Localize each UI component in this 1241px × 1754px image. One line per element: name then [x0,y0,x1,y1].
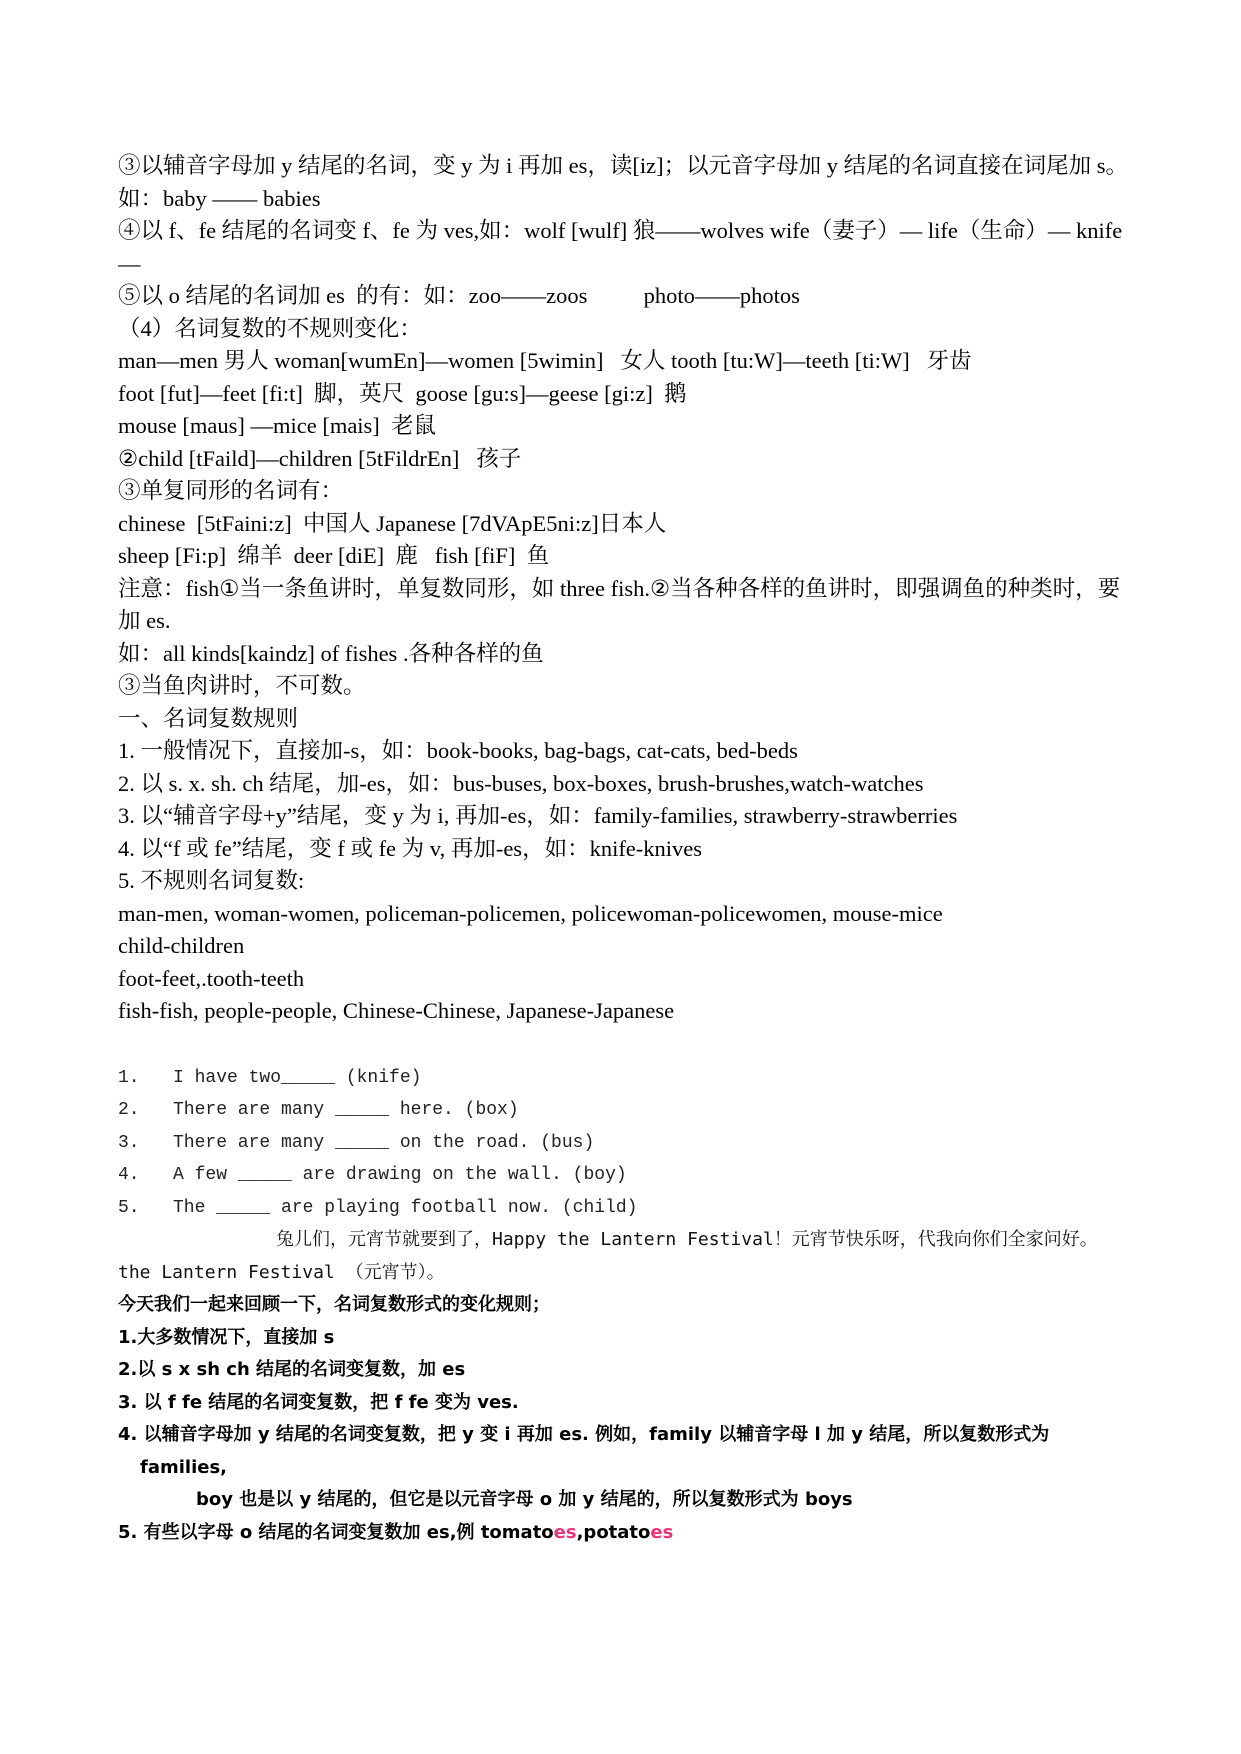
exercise-item [118,1127,1128,1160]
irregular-list-1: man-men, woman-women, policeman-policemen, policewoman-policewomen, mouse-mice [118,900,943,926]
exercise-text: A few _____ are drawing on the wall. (boy) [173,1165,627,1186]
highlight-es: es [553,1521,577,1543]
highlight-es: es [650,1521,674,1543]
irregular-foot-goose: foot [fut]—feet [fi:t] 脚，英尺 goose [gu:s]—geese [gi:z] 鹅 [118,380,687,406]
review-rule-2: 2.以 s x sh ch 结尾的名词变复数，加 es [118,1359,466,1380]
review-rule-1: 1.大多数情况下，直接加 s [118,1326,335,1348]
irregular-mouse: mouse [maus] —mice [mais] 老鼠 [118,413,437,438]
exercise-text: There are many _____ here. (box) [173,1100,519,1121]
review-rule-5-text: 5. 有些以字母 o 结尾的名词变复数加 es,例 tomato [118,1521,554,1543]
irregular-man-woman-tooth: man—men 男人 woman[wumEn]—women [5wimin] 女人 tooth [tu:W]—teeth [ti:W] 牙齿 [118,348,972,373]
section-heading-rules: 一、名词复数规则 [118,705,299,731]
exercise-list [118,1062,1128,1225]
lantern-festival-note: 兔儿们，元宵节就要到了，Happy the Lantern Festival！元宵节快乐呀，代我向你们全家问好。the Lantern Festival （元宵节）。 [118,1229,1098,1283]
rule-5: 5. 不规则名词复数: [118,868,305,893]
noun-plural-notes [118,150,1128,1028]
exercise-number: 5. [118,1197,140,1218]
exercise-text: There are many _____ on the road. (bus) [173,1132,595,1153]
rule-f-fe: ④以 f、fe 结尾的名词变 f、fe 为 ves,如：wolf [wulf] 狼——wolves wife（妻子）— life（生命）— knife — [118,218,1123,276]
review-rule-5-potato: ,potato [576,1521,651,1543]
exercise-item [118,1159,1128,1192]
exercise-number: 4. [118,1165,140,1186]
irregular-list-3: foot-feet,.tooth-teeth [118,965,305,991]
rule-3: 3. 以“辅音字母+y”结尾，变 y 为 i, 再加-es，如：family-families, strawberry-strawberries [118,803,958,828]
review-rule-3: 3. 以 f fe 结尾的名词变复数，把 f fe 变为 ves. [118,1391,519,1413]
review-intro: 今天我们一起来回顾一下，名词复数形式的变化规则； [118,1294,550,1315]
fish-example: 如：all kinds[kaindz] of fishes .各种各样的鱼 [118,640,544,666]
rule-4: 4. 以“f 或 fe”结尾，变 f 或 fe 为 v, 再加-es，如：knife-knives [118,835,703,861]
exercise-item [118,1062,1128,1095]
rule-consonant-y: ③以辅音字母加 y 结尾的名词，变 y 为 i 再加 es，读[iz]；以元音字母加 y 结尾的名词直接在词尾加 s。 [118,153,1128,178]
exercise-item [118,1094,1128,1127]
irregular-list-2: child-children [118,933,245,958]
same-form-sheep-deer-fish: sheep [Fi:p] 绵羊 deer [diE] 鹿 fish [fiF] 鱼 [118,543,550,568]
exercise-number: 3. [118,1132,140,1153]
review-rule-5 [118,1517,1128,1550]
document-content [118,150,1128,1549]
review-rule-4-boy: boy 也是以 y 结尾的，但它是以元音字母 o 加 y 结尾的，所以复数形式为 boys [196,1489,853,1510]
blank-line [118,1028,1128,1062]
review-section [118,1289,1128,1549]
review-rule-4: 4. 以辅音字母加 y 结尾的名词变复数，把 y 变 i 再加 es. 例如，family 以辅音字母 l 加 y 结尾，所以复数形式为 families, [118,1424,1050,1478]
exercise-number: 1. [118,1067,140,1088]
exercise-text: The _____ are playing football now. (child) [173,1197,638,1218]
exercise-number: 2. [118,1100,140,1121]
rule-1: 1. 一般情况下，直接加-s，如：book-books, bag-bags, cat-cats, bed-beds [118,738,798,763]
example-baby: 如：baby —— babies [118,185,321,211]
irregular-heading: （4）名词复数的不规则变化： [118,315,422,341]
exercise-text: I have two_____ (knife) [173,1067,422,1088]
irregular-list-4: fish-fish, people-people, Chinese-Chinese, Japanese-Japanese [118,998,675,1023]
fish-meat-note: ③当鱼肉讲时，不可数。 [118,673,366,698]
same-form-heading: ③单复同形的名词有： [118,478,344,503]
fish-note: 注意：fish①当一条鱼讲时，单复数同形，如 three fish.②当各种各样的鱼讲时，即强调鱼的种类时，要加 es. [118,575,1121,633]
rule-2: 2. 以 s. x. sh. ch 结尾，加-es，如：bus-buses, box-boxes, brush-brushes,watch-watches [118,770,924,796]
irregular-child: ②child [tFaild]—children [5tFildrEn] 孩子 [118,445,522,471]
same-form-chinese-japanese: chinese [5tFaini:z] 中国人 Japanese [7dVApE5ni:z]日本人 [118,510,667,536]
rule-o-es: ⑤以 o 结尾的名词加 es 的有：如：zoo——zoos photo——photos [118,283,800,308]
exercise-item [118,1192,1128,1225]
